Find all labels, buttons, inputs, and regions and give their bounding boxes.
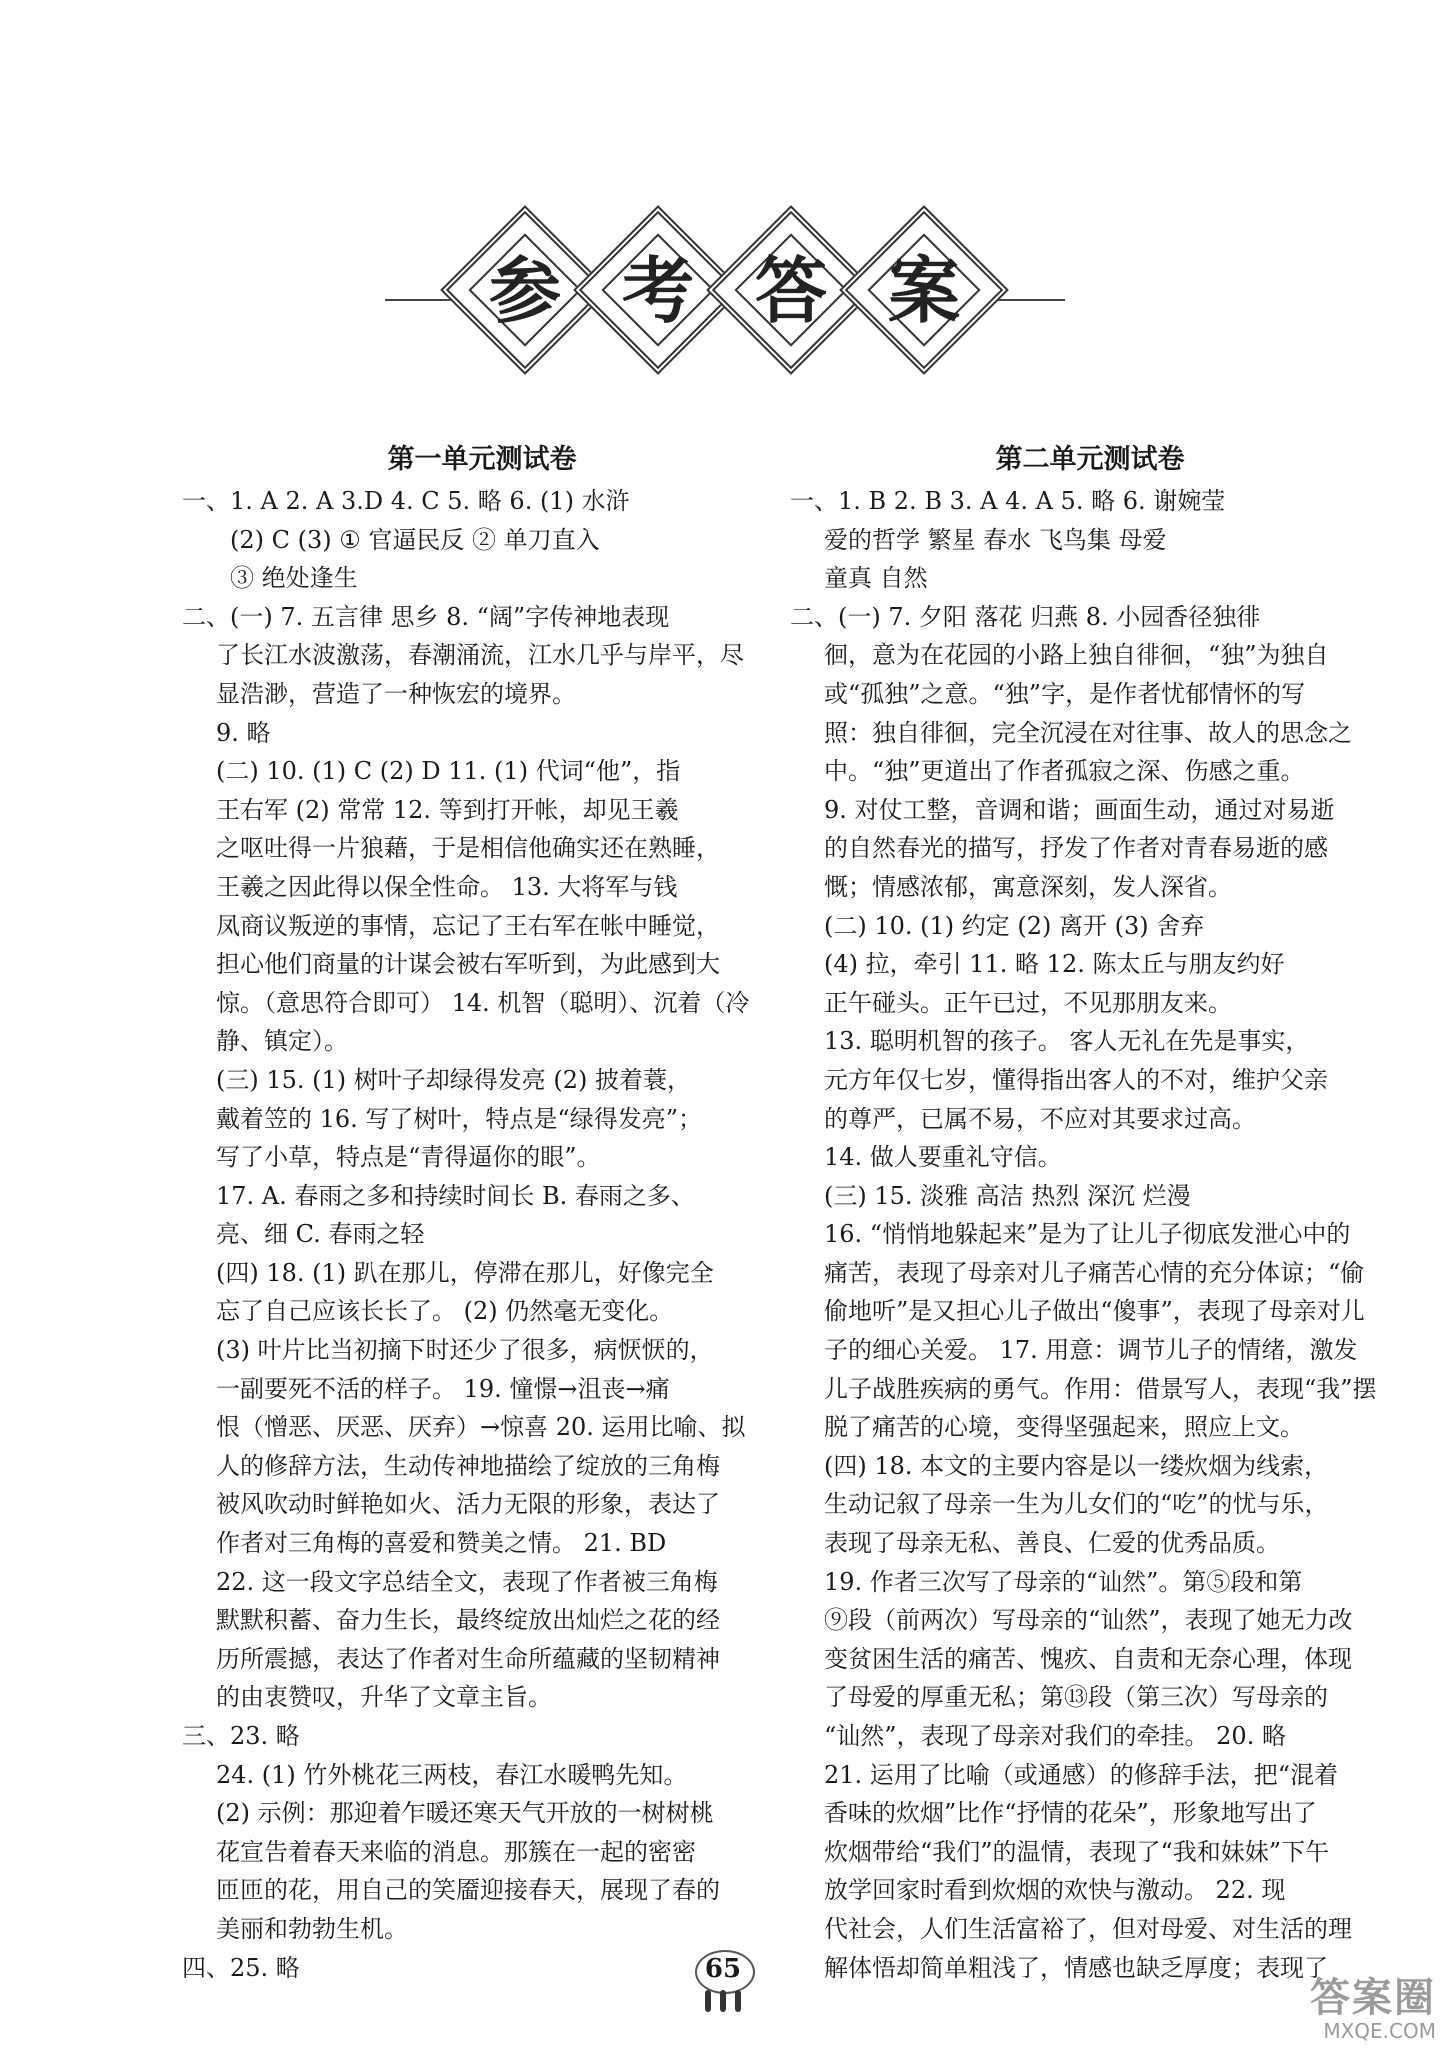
section-heading: 第二单元测试卷 bbox=[995, 444, 1185, 475]
text-line: 凤商议叛逆的事情，忘记了王右军在帐中睡觉， bbox=[216, 911, 720, 940]
text-line: ③ 绝处逢生 bbox=[230, 564, 358, 593]
text-line: 亮、细 C. 春雨之轻 bbox=[216, 1220, 425, 1249]
title-diamond bbox=[588, 225, 728, 375]
text-line: 一、1. B 2. B 3. A 4. A 5. 略 6. 谢婉莹 bbox=[790, 487, 1226, 515]
page-number bbox=[683, 1950, 763, 2014]
text-line: (3) 叶片比当初摘下时还少了很多，病恹恹的， bbox=[216, 1336, 714, 1365]
leaf-icon bbox=[705, 1990, 711, 2012]
text-line: 22. 这一段文字总结全文，表现了作者被三角梅 bbox=[216, 1567, 718, 1596]
text-line: 脱了痛苦的心境，变得坚强起来，照应上文。 bbox=[824, 1413, 1304, 1442]
text-line: 惊。（意思符合即可） 14. 机智（聪明）、沉着（冷 bbox=[216, 988, 750, 1017]
text-line: 21. 运用了比喻（或通感）的修辞手法，把“混着 bbox=[824, 1760, 1339, 1789]
text-line: 了长江水波激荡，春潮涌流，江水几乎与岸平，尽 bbox=[216, 641, 744, 670]
text-line: 代社会，人们生活富裕了，但对母爱、对生活的理 bbox=[824, 1914, 1352, 1943]
text-line: 慨；情感浓郁，寓意深刻，发人深省。 bbox=[824, 872, 1232, 901]
text-line: 四、25. 略 bbox=[182, 1953, 300, 1982]
text-line: 作者对三角梅的喜爱和赞美之情。 21. BD bbox=[216, 1529, 667, 1558]
text-line: 16. “悄悄地躲起来”是为了让儿子彻底发泄心中的 bbox=[824, 1220, 1351, 1249]
text-line: 王右军 (2) 常常 12. 等到打开帐，却见王羲 bbox=[216, 795, 679, 824]
text-line: 静、镇定）。 bbox=[216, 1027, 348, 1056]
text-line: (二) 10. (1) 约定 (2) 离开 (3) 舍弃 bbox=[824, 911, 1205, 940]
title-diamond bbox=[721, 225, 861, 375]
text-line: 显浩渺，营造了一种恢宏的境界。 bbox=[216, 679, 576, 708]
title-char: 答 bbox=[754, 248, 827, 333]
text-line: 9. 对仗工整，音调和谐；画面生动，通过对易逝 bbox=[824, 795, 1335, 824]
text-line: 人的修辞方法，生动传神地描绘了绽放的三角梅 bbox=[216, 1451, 720, 1480]
text-line: 恨（憎恶、厌恶、厌弃）→惊喜 20. 运用比喻、拟 bbox=[216, 1413, 746, 1442]
text-line: 中。“独”更道出了作者孤寂之深、伤感之重。 bbox=[824, 757, 1305, 786]
text-line: (四) 18. (1) 趴在那儿，停滞在那儿，好像完全 bbox=[216, 1258, 714, 1287]
text-line: 炊烟带给“我们”的温情，表现了“我和妹妹”下午 bbox=[824, 1837, 1330, 1866]
text-line: (四) 18. 本文的主要内容是以一缕炊烟为线索， bbox=[824, 1451, 1329, 1480]
text-line: 忘了自己应该长长了。 (2) 仍然毫无变化。 bbox=[216, 1297, 674, 1326]
text-line: 香味的炊烟”比作“抒情的花朵”，形象地写出了 bbox=[824, 1799, 1317, 1828]
text-line: 美丽和勃勃生机。 bbox=[216, 1914, 408, 1943]
text-line: 戴着笠的 16. 写了树叶，特点是“绿得发亮”； bbox=[216, 1104, 702, 1133]
text-line: (4) 拉，牵引 11. 略 12. 陈太丘与朋友约好 bbox=[824, 950, 1285, 979]
title-banner bbox=[455, 225, 995, 375]
text-line: 的尊严，已属不易，不应对其要求过高。 bbox=[824, 1104, 1256, 1133]
text-line: 默默积蓄、奋力生长，最终绽放出灿烂之花的经 bbox=[216, 1606, 720, 1635]
text-line: 24. (1) 竹外桃花三两枝，春江水暖鸭先知。 bbox=[216, 1760, 688, 1789]
text-line: 正午碰头。正午已过，不见那朋友来。 bbox=[824, 988, 1232, 1017]
text-line: 了母爱的厚重无私；第⑬段（第三次）写母亲的 bbox=[824, 1683, 1328, 1712]
text-line: 二、(一) 7. 五言律 思乡 8. “阔”字传神地表现 bbox=[182, 602, 670, 631]
title-diamond bbox=[455, 225, 595, 375]
watermark-logo: 答案圈 bbox=[1310, 1975, 1436, 2021]
title-char: 考 bbox=[621, 248, 694, 333]
text-line: (三) 15. (1) 树叶子却绿得发亮 (2) 披着蓑， bbox=[216, 1065, 692, 1094]
section-heading: 第一单元测试卷 bbox=[387, 444, 577, 475]
text-line: 写了小草，特点是“青得逼你的眼”。 bbox=[216, 1143, 601, 1172]
leaf-icon bbox=[720, 1990, 726, 2012]
text-line: 担心他们商量的计谋会被右军听到，为此感到大 bbox=[216, 950, 720, 979]
text-line: 元方年仅七岁，懂得指出客人的不对，维护父亲 bbox=[824, 1065, 1328, 1094]
watermark-url: MXQE.COM bbox=[1323, 2019, 1436, 2043]
text-line: 13. 聪明机智的孩子。 客人无礼在先是事实， bbox=[824, 1027, 1310, 1056]
watermark bbox=[1256, 1976, 1436, 2046]
text-line: 一、1. A 2. A 3.D 4. C 5. 略 6. (1) 水浒 bbox=[182, 487, 630, 515]
title-char: 参 bbox=[488, 248, 561, 333]
text-line: 变贫困生活的痛苦、愧疚、自责和无奈心理，体现 bbox=[824, 1644, 1352, 1673]
title-char: 案 bbox=[887, 248, 960, 333]
page-number-text: 65 bbox=[704, 1954, 742, 1984]
text-line: 儿子战胜疾病的勇气。作用：借景写人，表现“我”摆 bbox=[824, 1374, 1377, 1403]
text-line: 的由衷赞叹，升华了文章主旨。 bbox=[216, 1683, 552, 1712]
title-diamond bbox=[854, 225, 994, 375]
text-line: 表现了母亲无私、善良、仁爱的优秀品质。 bbox=[824, 1529, 1280, 1558]
text-line: 历所震撼，表达了作者对生命所蕴藏的坚韧精神 bbox=[216, 1644, 720, 1673]
text-line: 照：独自徘徊，完全沉浸在对往事、故人的思念之 bbox=[824, 718, 1352, 747]
left-column bbox=[182, 440, 782, 1987]
text-line: 17. A. 春雨之多和持续时间长 B. 春雨之多、 bbox=[216, 1181, 695, 1210]
text-line: 生动记叙了母亲一生为儿女们的“吃”的忧与乐， bbox=[824, 1490, 1329, 1519]
text-line: 的自然春光的描写，抒发了作者对青春易逝的感 bbox=[824, 834, 1328, 863]
text-line: 被风吹动时鲜艳如火、活力无限的形象，表达了 bbox=[216, 1490, 720, 1519]
right-column bbox=[790, 440, 1390, 1987]
text-line: 偷地听”是又担心儿子做出“傻事”，表现了母亲对儿 bbox=[824, 1297, 1365, 1326]
text-line: (三) 15. 淡雅 高洁 热烈 深沉 烂漫 bbox=[824, 1181, 1191, 1210]
text-line: 14. 做人要重礼守信。 bbox=[824, 1143, 1062, 1172]
text-line: (2) 示例：那迎着乍暖还寒天气开放的一树树桃 bbox=[216, 1799, 714, 1828]
text-line: (2) C (3) ① 官逼民反 ② 单刀直入 bbox=[230, 525, 600, 554]
text-line: 痛苦，表现了母亲对儿子痛苦心情的充分体谅；“偷 bbox=[824, 1258, 1365, 1287]
text-line: 三、23. 略 bbox=[182, 1722, 300, 1750]
text-line: 二、(一) 7. 夕阳 落花 归燕 8. 小园香径独徘 bbox=[790, 602, 1261, 631]
text-line: 解体悟却简单粗浅了，情感也缺乏厚度；表现了 bbox=[824, 1953, 1328, 1982]
leaf-icon bbox=[735, 1990, 741, 2012]
text-line: 匝匝的花，用自己的笑靥迎接春天，展现了春的 bbox=[216, 1876, 720, 1905]
text-line: 童真 自然 bbox=[824, 564, 928, 593]
text-line: 子的细心关爱。 17. 用意：调节儿子的情绪，激发 bbox=[824, 1336, 1358, 1365]
text-line: 一副要死不活的样子。 19. 憧憬→沮丧→痛 bbox=[216, 1374, 670, 1403]
text-line: 王羲之因此得以保全性命。 13. 大将军与钱 bbox=[216, 872, 678, 901]
text-line: “讪然”，表现了母亲对我们的牵挂。 20. 略 bbox=[824, 1722, 1286, 1750]
text-line: 之呕吐得一片狼藉，于是相信他确实还在熟睡， bbox=[216, 834, 720, 863]
text-line: 花宣告着春天来临的消息。那簇在一起的密密 bbox=[216, 1837, 696, 1866]
text-line: 9. 略 bbox=[216, 718, 271, 747]
text-line: 徊，意为在花园的小路上独自徘徊，“独”为独自 bbox=[824, 641, 1329, 670]
text-line: (二) 10. (1) C (2) D 11. (1) 代词“他”，指 bbox=[216, 757, 681, 786]
text-line: 19. 作者三次写了母亲的“讪然”。第⑤段和第 bbox=[824, 1567, 1303, 1596]
text-line: 爱的哲学 繁星 春水 飞鸟集 母爱 bbox=[824, 525, 1167, 554]
text-line: 或“孤独”之意。“独”字，是作者忧郁情怀的写 bbox=[824, 679, 1306, 708]
text-line: ⑨段（前两次）写母亲的“讪然”，表现了她无力改 bbox=[824, 1606, 1353, 1635]
text-line: 放学回家时看到炊烟的欢快与激动。 22. 现 bbox=[824, 1876, 1286, 1905]
